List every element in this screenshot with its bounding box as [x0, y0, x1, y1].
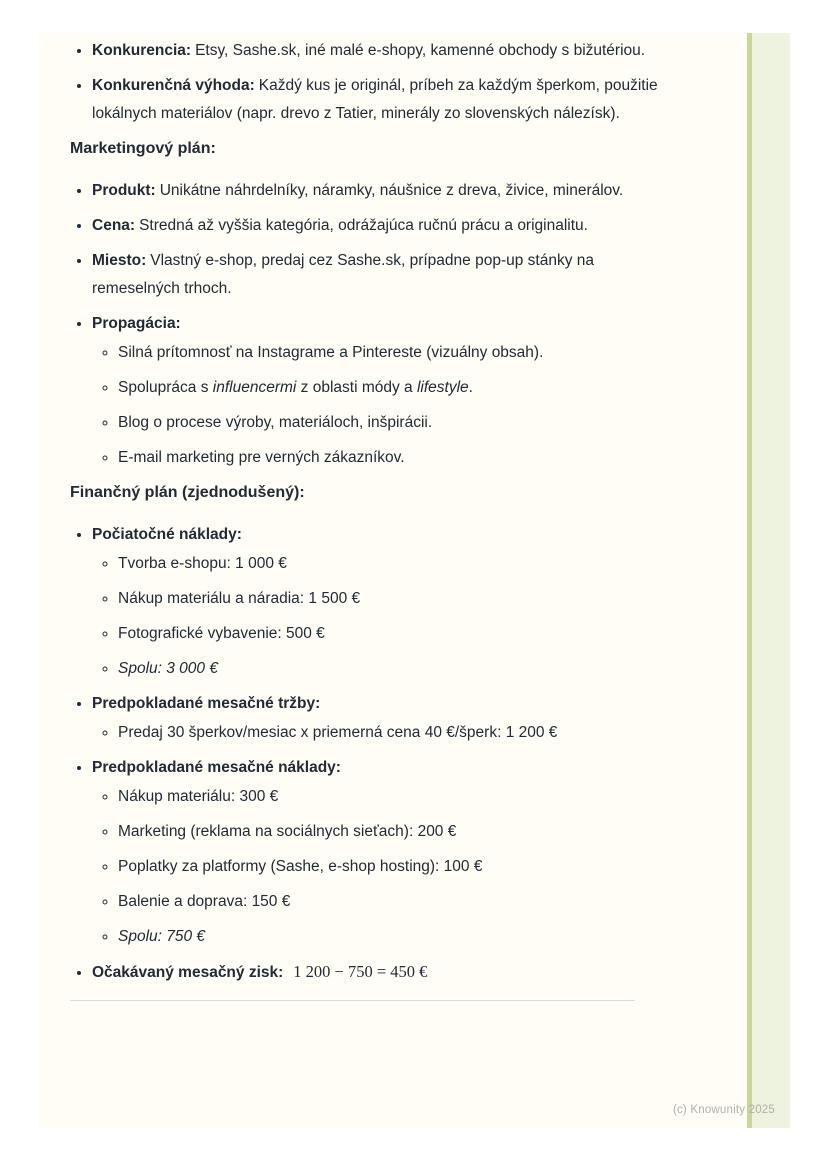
bullet-item-konkurencia	[92, 37, 682, 65]
bullet-item-miesto	[92, 247, 682, 303]
footer-copyright: (c) Knowunity 2025	[672, 1104, 775, 1116]
sub-item-text: Silná prítomnosť na Instagrame a Pintereste (vizuálny obsah).	[118, 344, 544, 361]
marketing-list	[70, 177, 682, 472]
sub-item-text: Marketing (reklama na sociálnych sieťach): 200 €	[118, 823, 457, 840]
monthly-costs-sublist	[92, 783, 682, 951]
item-label: Cena:	[92, 217, 136, 234]
sub-item-text: Nákup materiálu a náradia: 1 500 €	[118, 590, 361, 607]
item-label: Očakávaný mesačný zisk:	[92, 964, 284, 981]
sub-item	[118, 853, 682, 881]
item-label: Miesto:	[92, 252, 147, 269]
sub-item	[118, 783, 682, 811]
competition-list	[70, 37, 682, 128]
item-text: Každý kus je originál, príbeh za každým šperkom, použitie lokálnych materiálov (napr. drevo z Tatier, minerály zo slovenských nálezísk).	[92, 77, 658, 122]
item-label: Počiatočné náklady:	[92, 526, 242, 543]
sub-item	[118, 444, 682, 472]
profit-formula: 1 200 − 750 = 450 €	[293, 962, 428, 981]
bullet-item-mesacne-trzby	[92, 690, 682, 747]
sub-item	[118, 585, 682, 613]
page-accent-bar	[747, 33, 790, 1128]
sub-item-text: .	[468, 379, 473, 396]
sub-item-text: Nákup materiálu: 300 €	[118, 788, 279, 805]
sub-item	[118, 409, 682, 437]
bullet-item-propagacia	[92, 310, 682, 472]
item-text: Etsy, Sashe.sk, iné malé e-shopy, kamenné obchody s bižutériou.	[195, 42, 646, 59]
sub-item-total	[118, 655, 682, 683]
bullet-item-konkurencna-vyhoda	[92, 72, 682, 128]
item-label: Produkt:	[92, 182, 156, 199]
item-text: Unikátne náhrdelníky, náramky, náušnice z dreva, živice, minerálov.	[159, 182, 624, 199]
sub-item	[118, 719, 682, 747]
sub-item	[118, 374, 682, 402]
bullet-item-produkt	[92, 177, 682, 205]
sub-item-text: Poplatky za platformy (Sashe, e-shop hosting): 100 €	[118, 858, 483, 875]
sub-item-text: Spolu: 3 000 €	[118, 660, 218, 677]
sub-item-text: Predaj 30 šperkov/mesiac x priemerná cena 40 €/šperk: 1 200 €	[118, 724, 558, 741]
initial-costs-sublist	[92, 550, 682, 683]
bullet-item-cena	[92, 212, 682, 240]
bullet-item-pociatocne-naklady	[92, 521, 682, 683]
monthly-revenue-sublist	[92, 719, 682, 747]
sub-item-text: Spolu: 750 €	[118, 928, 206, 945]
item-label: Konkurencia:	[92, 42, 192, 59]
sub-item-text: E-mail marketing pre verných zákazníkov.	[118, 449, 405, 466]
bullet-item-ocakavany-zisk	[92, 958, 682, 987]
sub-item	[118, 888, 682, 916]
item-label: Predpokladané mesačné náklady:	[92, 759, 341, 776]
document-page	[38, 33, 790, 1128]
sub-item-text: Blog o procese výroby, materiáloch, inšpirácii.	[118, 414, 433, 431]
financial-plan-heading: Finančný plán (zjednodušený):	[70, 484, 305, 501]
item-text: Vlastný e-shop, predaj cez Sashe.sk, prípadne pop-up stánky na remeselných trhoch.	[92, 252, 594, 297]
item-label: Konkurenčná výhoda:	[92, 77, 255, 94]
sub-item	[118, 818, 682, 846]
sub-item-text: Fotografické vybavenie: 500 €	[118, 625, 325, 642]
sub-item-text: z oblasti módy a	[296, 379, 417, 396]
sub-item	[118, 550, 682, 578]
item-label: Propagácia:	[92, 315, 181, 332]
sub-item	[118, 339, 682, 367]
document-content	[70, 37, 682, 1001]
sub-item-italic: influencermi	[212, 379, 297, 396]
bullet-item-mesacne-naklady	[92, 754, 682, 951]
sub-item-total	[118, 923, 682, 951]
propagacia-sublist	[92, 339, 682, 472]
marketing-plan-heading: Marketingový plán:	[70, 140, 216, 157]
section-divider	[70, 1000, 635, 1001]
sub-item-text: Balenie a doprava: 150 €	[118, 893, 291, 910]
sub-item-italic: lifestyle	[416, 379, 469, 396]
item-text: Stredná až vyššia kategória, odrážajúca ručnú prácu a originalitu.	[139, 217, 588, 234]
sub-item	[118, 620, 682, 648]
item-label: Predpokladané mesačné tržby:	[92, 695, 321, 712]
financial-list	[70, 521, 682, 987]
sub-item-text: Tvorba e-shopu: 1 000 €	[118, 555, 287, 572]
sub-item-text: Spolupráca s	[118, 379, 213, 396]
